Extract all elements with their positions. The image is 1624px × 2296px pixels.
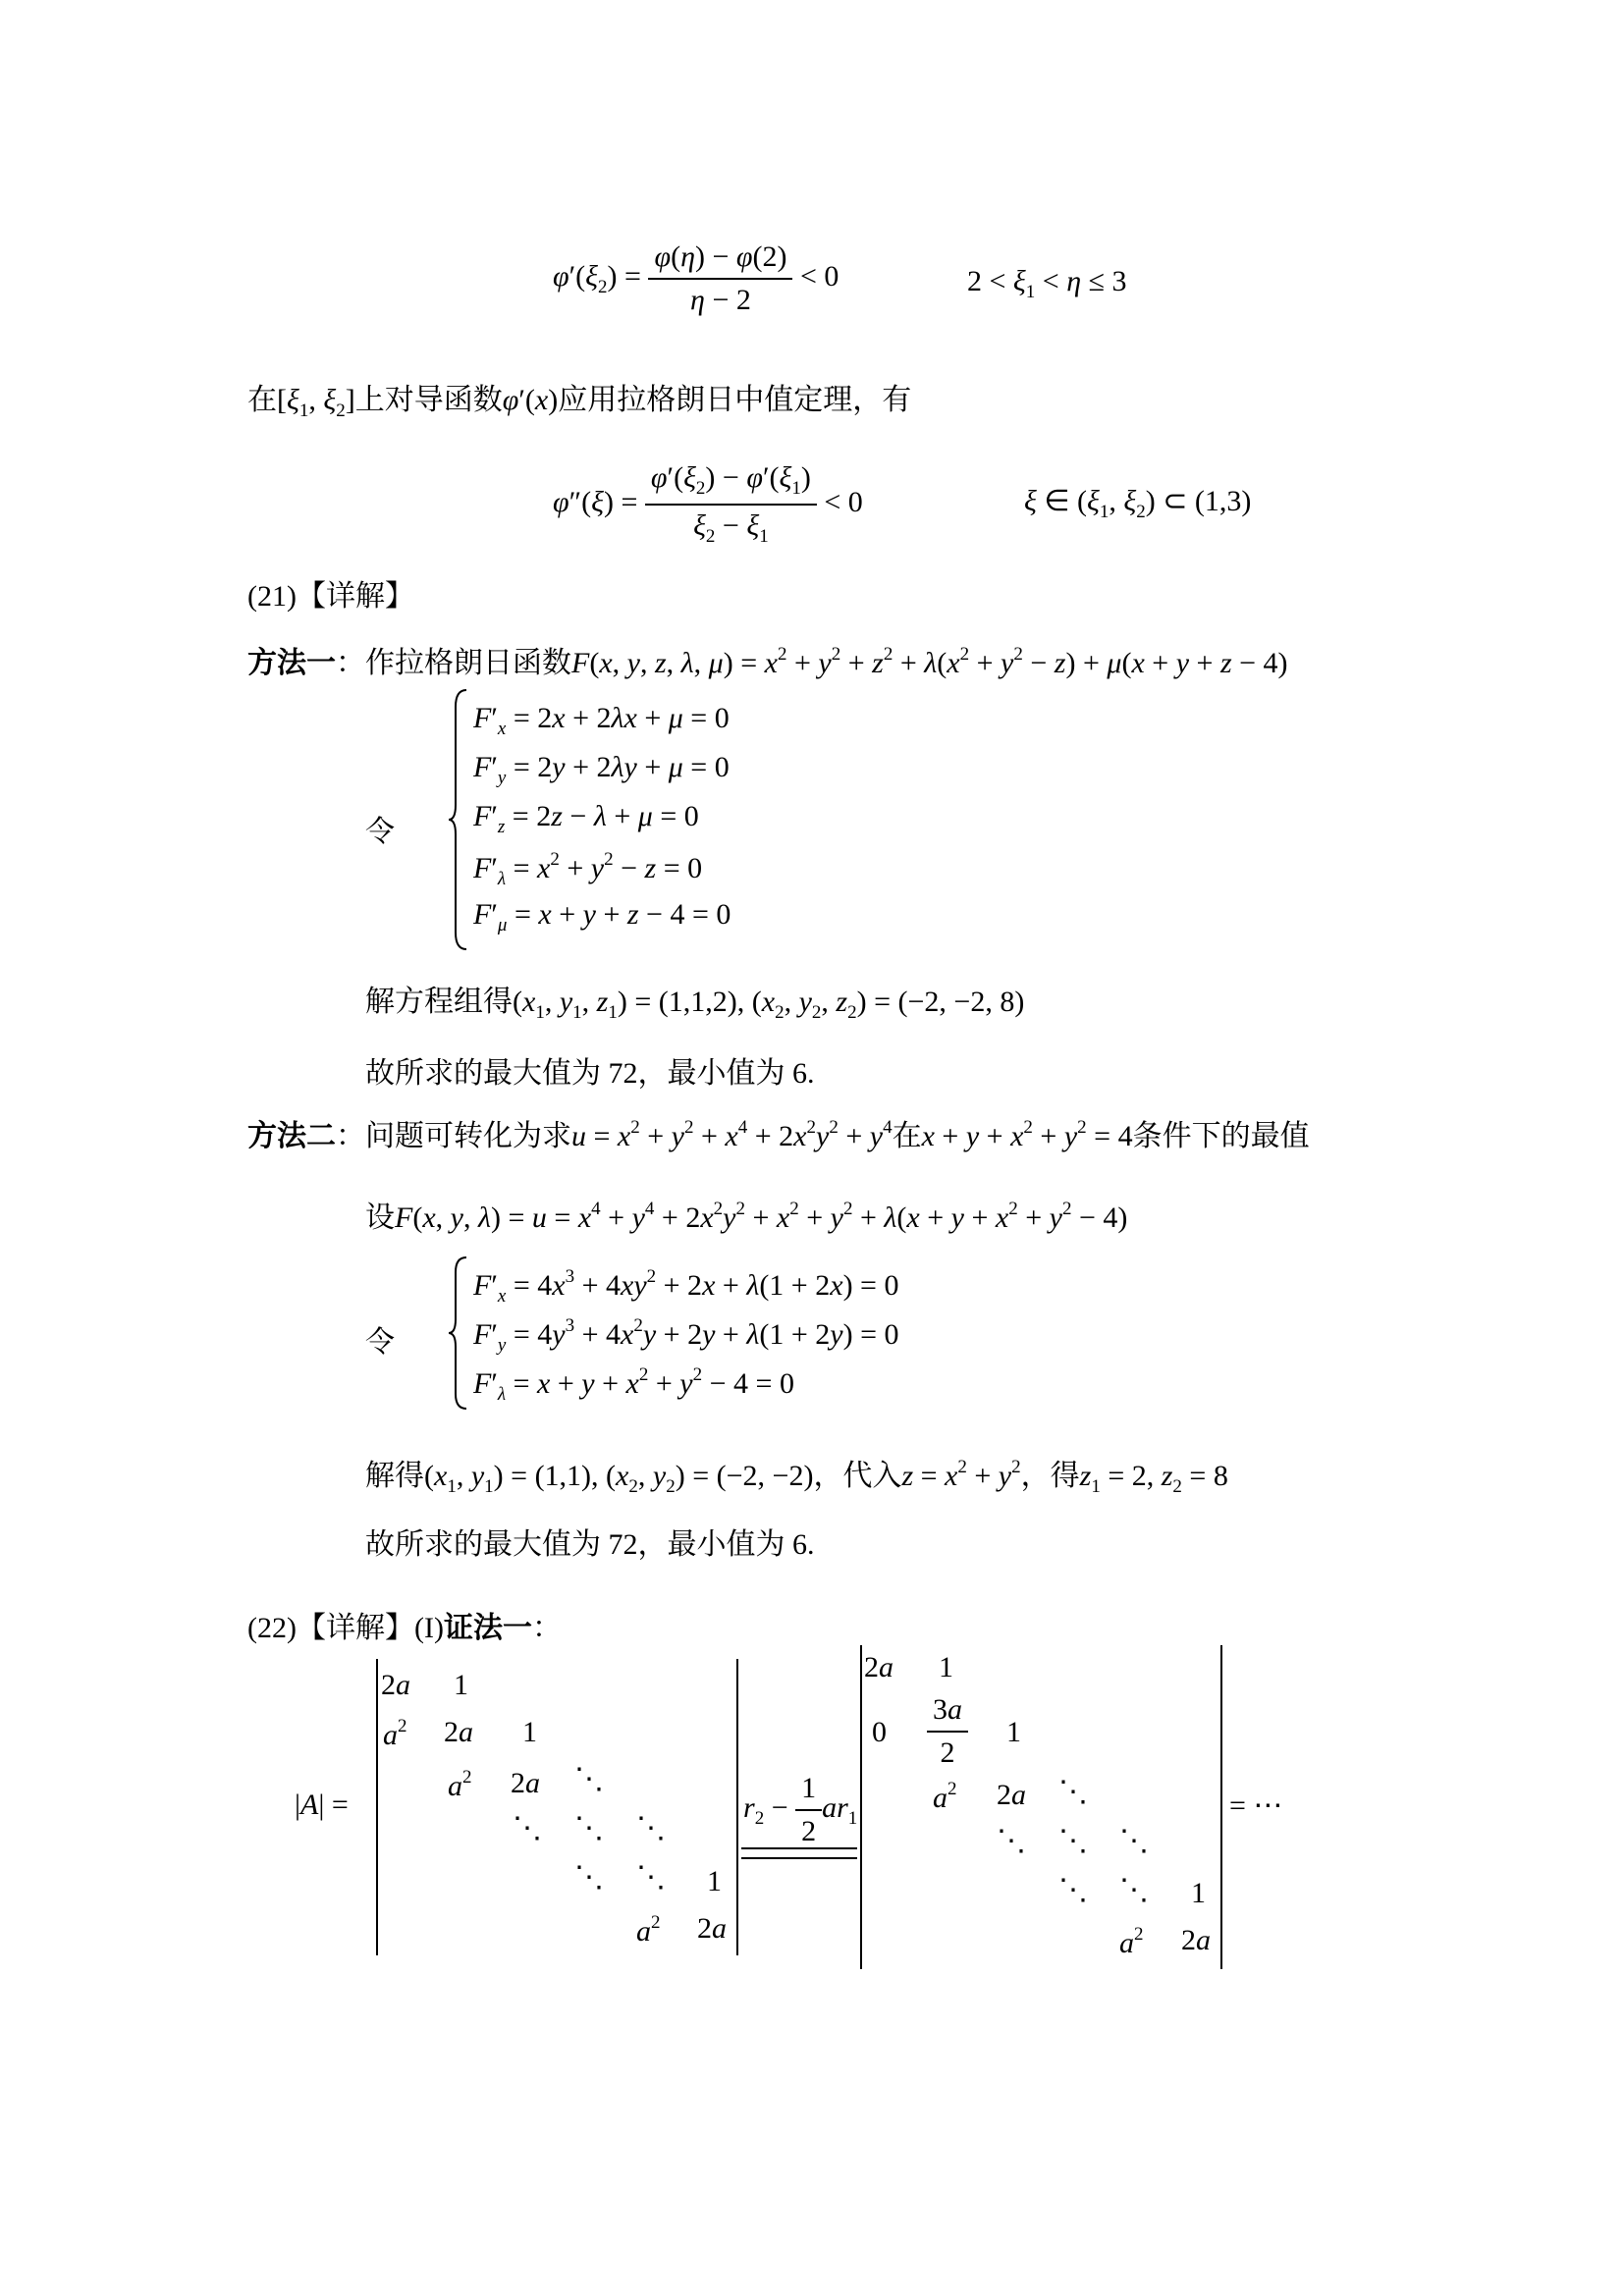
lm-r3c1: $a^2$ [448,1767,472,1802]
right-matrix-bar-left [860,1645,862,1969]
brace-system-2 [447,1255,470,1412]
condition-xi-interval: ξ ∈ ($\xi_1$, $\xi_2$) ⊂ (1,3) [1024,485,1252,522]
set-F-line: 设F(x, y, $\lambda) = u = x^4 + y^4 + 2x^2y^2 + x^2 + y^2 + \lambda(x + y + x^2 + y^2 - 4)$ [365,1199,1128,1234]
lagrange-intro-line: 在[$\xi_1$, $\xi_2$]上对导函数φ′(x)应用拉格朗日中值定理，有 [247,384,912,421]
lm-r2c3: 1 [522,1716,537,1748]
lm-r4c2: ⋱ [574,1812,604,1844]
rm-r6c1: $a^2$ [1119,1924,1144,1959]
sys2-row-flambda: $F'_\lambda = x + y + x^2 + y^2 - 4 = 0$ [473,1364,794,1405]
lm-r2c1: $a^2$ [383,1716,407,1751]
sys2-row-fy: $F'_y = 4y^3 + 4x^2y + 2y + \lambda(1 + 2y) = 0$ [473,1315,899,1356]
rm-r6c2: 2a [1181,1924,1211,1956]
ling-1: 令 [365,816,395,848]
rm-r3c1: $a^2$ [933,1779,957,1814]
rm-r4c3: ⋱ [1119,1825,1149,1857]
rm-r3c2: 2a [997,1779,1026,1811]
rm-r1c1: 2a [864,1651,893,1683]
lm-r4c1: ⋱ [513,1812,542,1844]
lm-r3c2: 2a [511,1767,540,1799]
lm-r3c3: ⋱ [574,1763,604,1795]
equals-ellipsis: = ⋯ [1229,1789,1283,1822]
method2-label: 方法二 [247,1120,336,1152]
method1-label: 方法一 [247,647,336,679]
sys1-row-fmu: $F'_\mu = x + y + z - 4 = 0$ [473,898,731,935]
lm-r5c3: 1 [707,1865,722,1897]
lm-r1c1: 2a [381,1669,410,1701]
text-apply-lagrange: 应用拉格朗日中值定理，有 [558,384,912,416]
left-matrix-bar-left [376,1659,378,1955]
conclusion-1: 故所求的最大值为 72，最小值为 6. [365,1057,815,1090]
section-21-title: (21)【详解】 [247,580,414,613]
lm-r5c1: ⋱ [574,1861,604,1894]
rm-r2c3: 1 [1006,1716,1021,1748]
sys1-row-fy: $F'_y = 2y + 2\lambda y + \mu = 0$ [473,751,730,788]
solve2-line: 解得($x_1$, $y_1) = (1,1)$, ($x_2$, $y_2) = (-2$, −2)，代入$z = x^2 + y^2$，得$z_1 = 2$, $z_2 = 8$ [365,1457,1228,1497]
equation-phi-double-prime: φ″(ξ) = $\frac{\varphi'(\xi_2) - \varphi'(\xi_1)}{\xi_2 - \xi_1}$ < 0 [553,461,863,547]
rm-r3c3: ⋱ [1058,1776,1088,1808]
rm-r5c3: 1 [1191,1877,1206,1909]
text-derivative: 上对导函数 [354,384,503,416]
rm-r4c2: ⋱ [1058,1825,1088,1857]
lm-r2c2: 2a [444,1716,473,1748]
row-operation-label: $r_2$ − $\frac{1}{2}$ $ar_1$ [743,1772,858,1847]
rm-r4c1: ⋱ [997,1825,1026,1857]
sys1-row-fz: $F'_z = 2z - \lambda + \mu = 0$ [473,800,699,837]
lm-r5c2: ⋱ [636,1861,666,1894]
lm-r4c3: ⋱ [636,1812,666,1844]
method1-text: ：作拉格朗日函数 [336,647,571,679]
rm-r2c2: $\frac{3a}{2}$ [927,1693,968,1770]
right-matrix-bar-right [1220,1645,1222,1969]
sys2-row-fx: $F'_x = 4x^3 + 4xy^2 + 2x + \lambda(1 + 2x) = 0$ [473,1266,899,1307]
method2-line: 方法二：问题可转化为求$u = x^2 + y^2 + x^4 + 2x^2y^2 + y^4$在$x + y + x^2 + y^2 = 4$条件下的最值 [247,1117,1310,1152]
rm-r5c2: ⋱ [1119,1874,1149,1906]
condition-xi1-eta: $2 < \xi_1 < \eta \le 3$ [967,265,1127,302]
lm-r6c1: $a^2$ [636,1912,661,1948]
text-zai: 在 [247,384,277,416]
conclusion-2: 故所求的最大值为 72，最小值为 6. [365,1528,815,1561]
rm-r1c2: 1 [939,1651,953,1683]
left-matrix-bar-right [736,1659,738,1955]
rm-r5c1: ⋱ [1058,1874,1088,1906]
section-22-title: (22)【详解】(I)证法一： [247,1612,562,1644]
lm-r6c2: 2a [697,1912,727,1945]
sys1-row-fx: $F'_x = 2x + 2\lambda x + \mu = 0$ [473,702,730,739]
rm-r2c1: 0 [872,1716,887,1748]
equation-phi-prime-xi2: $\varphi'(\xi_2)$ = $\frac{\varphi(\eta) - \varphi(2)}{\eta - 2}$ < 0 [553,240,839,316]
method1-line: 方法一：作拉格朗日函数F(x, y, z, λ, $\mu) = x^2 + y^2 + z^2 + \lambda(x^2 + y^2 - z) + \mu(x + y + z - 4)$ [247,644,1288,679]
ling-2: 令 [365,1326,395,1359]
row-operation-double-line [741,1847,857,1859]
lm-r1c2: 1 [454,1669,468,1701]
det-A-label: |A| = [295,1789,349,1821]
sys1-row-flambda: $F'_\lambda = x^2 + y^2 - z = 0$ [473,849,703,889]
solve1-line: 解方程组得($x_1$, $y_1$, $z_1) = (1,1,2)$, ($x_2$, $y_2$, $z_2) = (-2$, −2, 8) [365,986,1025,1023]
brace-system-1 [447,687,470,952]
